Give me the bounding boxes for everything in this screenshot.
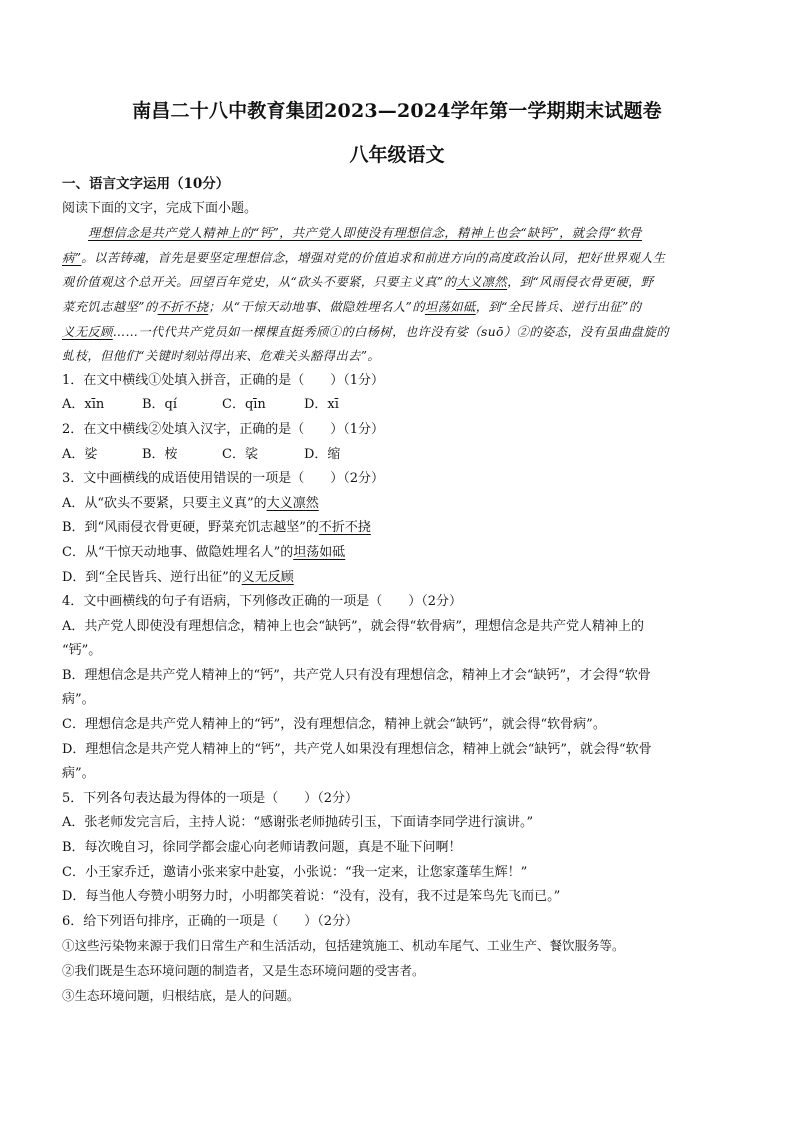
passage-line: [62, 295, 734, 320]
option-b: B．桉: [142, 446, 178, 462]
option-d: [62, 566, 734, 591]
option-d: D．理想信念是共产党人精神上的“钙”，共产党人如果没有理想信念，精神上就会“缺钙”，就会得“软骨: [62, 741, 652, 757]
option-d: D．缩: [304, 446, 341, 462]
underlined-idiom: 大义凛然: [266, 495, 319, 511]
option-c: C．裟: [222, 446, 258, 462]
option-c: C．小王家乔迁，邀请小张来家中赴宴，小张说：“我一定来，让您家蓬荜生辉！”: [62, 864, 528, 880]
option-a: A．张老师发完言后，主持人说：“感谢张老师抛砖引玉，下面请李同学进行演讲。”: [62, 815, 534, 831]
passage-text: ，到“风雨侵衣骨更硬，野: [507, 275, 654, 290]
passage-line: [62, 270, 734, 295]
passage-text: ……一代代共产党员如一棵棵直挺秀颀①的白杨树，也许没有娑（suō）②的姿态，没有虽曲盘旋的: [112, 324, 669, 339]
exam-content: [62, 172, 734, 1008]
option-b: B．理想信念是共产党人精神上的“钙”，共产党人只有没有理想信念，精神上才会“缺钙”，才会得“软骨: [62, 667, 651, 683]
question-5-stem: 5．下列各句表达最为得体的一项是（ ）（2分）: [62, 790, 359, 806]
page-subtitle: 八年级语文: [349, 144, 445, 166]
question-1-stem: 1．在文中横线①处填入拼音，正确的是（ ）（1分）: [62, 372, 385, 388]
passage-text: 虬枝，但他们“关键时刻站得出来、危难关头豁得出去”。: [62, 349, 381, 364]
passage-text: ，到“全民皆兵、逆行出征”的: [475, 299, 642, 314]
option-a: [62, 492, 734, 517]
underlined-sentence: 病”: [62, 250, 82, 265]
passage-line: [62, 344, 734, 369]
option-text: D．到“全民皆兵、逆行出征”的: [62, 569, 242, 585]
option-d-continued: 病”。: [62, 766, 95, 782]
underlined-idiom: 义无反顾: [241, 569, 294, 585]
option-text: C．从“干惊天动地事、做隐姓埋名人”的: [62, 544, 294, 560]
option-b: [62, 516, 734, 541]
underlined-idiom: 不折不挠: [318, 520, 371, 536]
question-1-options: [62, 393, 734, 418]
question-3-stem: 3．文中画横线的成语使用错误的一项是（ ）（2分）: [62, 471, 385, 487]
option-text: B．到“风雨侵衣骨更硬，野菜充饥志越坚”的: [62, 520, 319, 536]
option-c: [62, 541, 734, 566]
instruction-text: 阅读下面的文字，完成下面小题。: [62, 200, 258, 216]
page-title: 南昌二十八中教育集团2023—2024学年第一学期期末试题卷: [132, 100, 662, 122]
option-text: A．从“砍头不要紧，只要主义真”的: [62, 495, 267, 511]
passage-text: 。以苦铸魂，首先是要坚定理想信念，增强对党的价值追求和前进方向的高度政治认同，把好世界观人生: [81, 250, 666, 265]
sentence-3: ③生态环境问题，归根结底，是人的问题。: [62, 987, 300, 1003]
underlined-idiom: 不折不挠: [157, 299, 209, 314]
sentence-2: ②我们既是生态环境问题的制造者，又是生态环境问题的受害者。: [62, 963, 425, 978]
option-b: B．qí: [142, 397, 178, 413]
underlined-idiom: 大义凛然: [456, 275, 508, 290]
reading-passage: [62, 221, 734, 369]
section-heading: 一、语言文字运用（10分）: [62, 176, 230, 192]
underlined-sentence: 理想信念是共产党人精神上的“钙”，共产党人即使没有理想信念，精神上也会“缺钙”，就会得“软骨: [88, 226, 643, 241]
option-c: C．理想信念是共产党人精神上的“钙”，没有理想信念，精神上就会“缺钙”，就会得“软骨病”。: [62, 717, 606, 733]
passage-text: ；从“干惊天动地事、做隐姓埋名人”的: [208, 299, 425, 314]
passage-line: [62, 320, 734, 345]
passage-line: [62, 246, 734, 271]
question-2-stem: 2．在文中横线②处填入汉字，正确的是（ ）（1分）: [62, 421, 385, 437]
option-a-continued: “钙”。: [62, 643, 102, 659]
option-d: D．每当他人夸赞小明努力时，小明都笑着说：“没有，没有，我不过是笨鸟先飞而已。”: [62, 889, 561, 905]
question-6-stem: 6．给下列语句排序，正确的一项是（ ）（2分）: [62, 913, 359, 929]
passage-text: 菜充饥志越坚”的: [62, 299, 158, 314]
option-b-continued: 病”。: [62, 692, 95, 708]
question-2-options: [62, 443, 734, 468]
option-a: A．共产党人即使没有理想信念，精神上也会“缺钙”，就会得“软骨病”，理想信念是共产党人精神上的: [62, 618, 644, 634]
option-a: A．xīn: [62, 397, 105, 413]
option-b: B．每次晚自习，徐同学都会虚心向老师请教问题，真是不耻下问啊！: [62, 840, 462, 856]
question-4-stem: 4．文中画横线的句子有语病，下列修改正确的一项是（ ）（2分）: [62, 594, 463, 610]
underlined-idiom: 坦荡如砥: [424, 299, 476, 314]
underlined-idiom: 坦荡如砥: [293, 544, 346, 560]
option-c: C．qīn: [222, 397, 266, 413]
sentence-1: ①这些污染物来源于我们日常生产和生活活动，包括建筑施工、机动车尾气、工业生产、餐饮服务等。: [62, 938, 625, 954]
passage-text: 观价值观这个总开关。回望百年党史，从“砍头不要紧，只要主义真”的: [62, 275, 457, 290]
option-d: D．xī: [304, 397, 339, 413]
option-a: A．娑: [62, 446, 98, 462]
underlined-idiom: 义无反顾: [62, 324, 113, 339]
passage-line: [62, 221, 734, 246]
